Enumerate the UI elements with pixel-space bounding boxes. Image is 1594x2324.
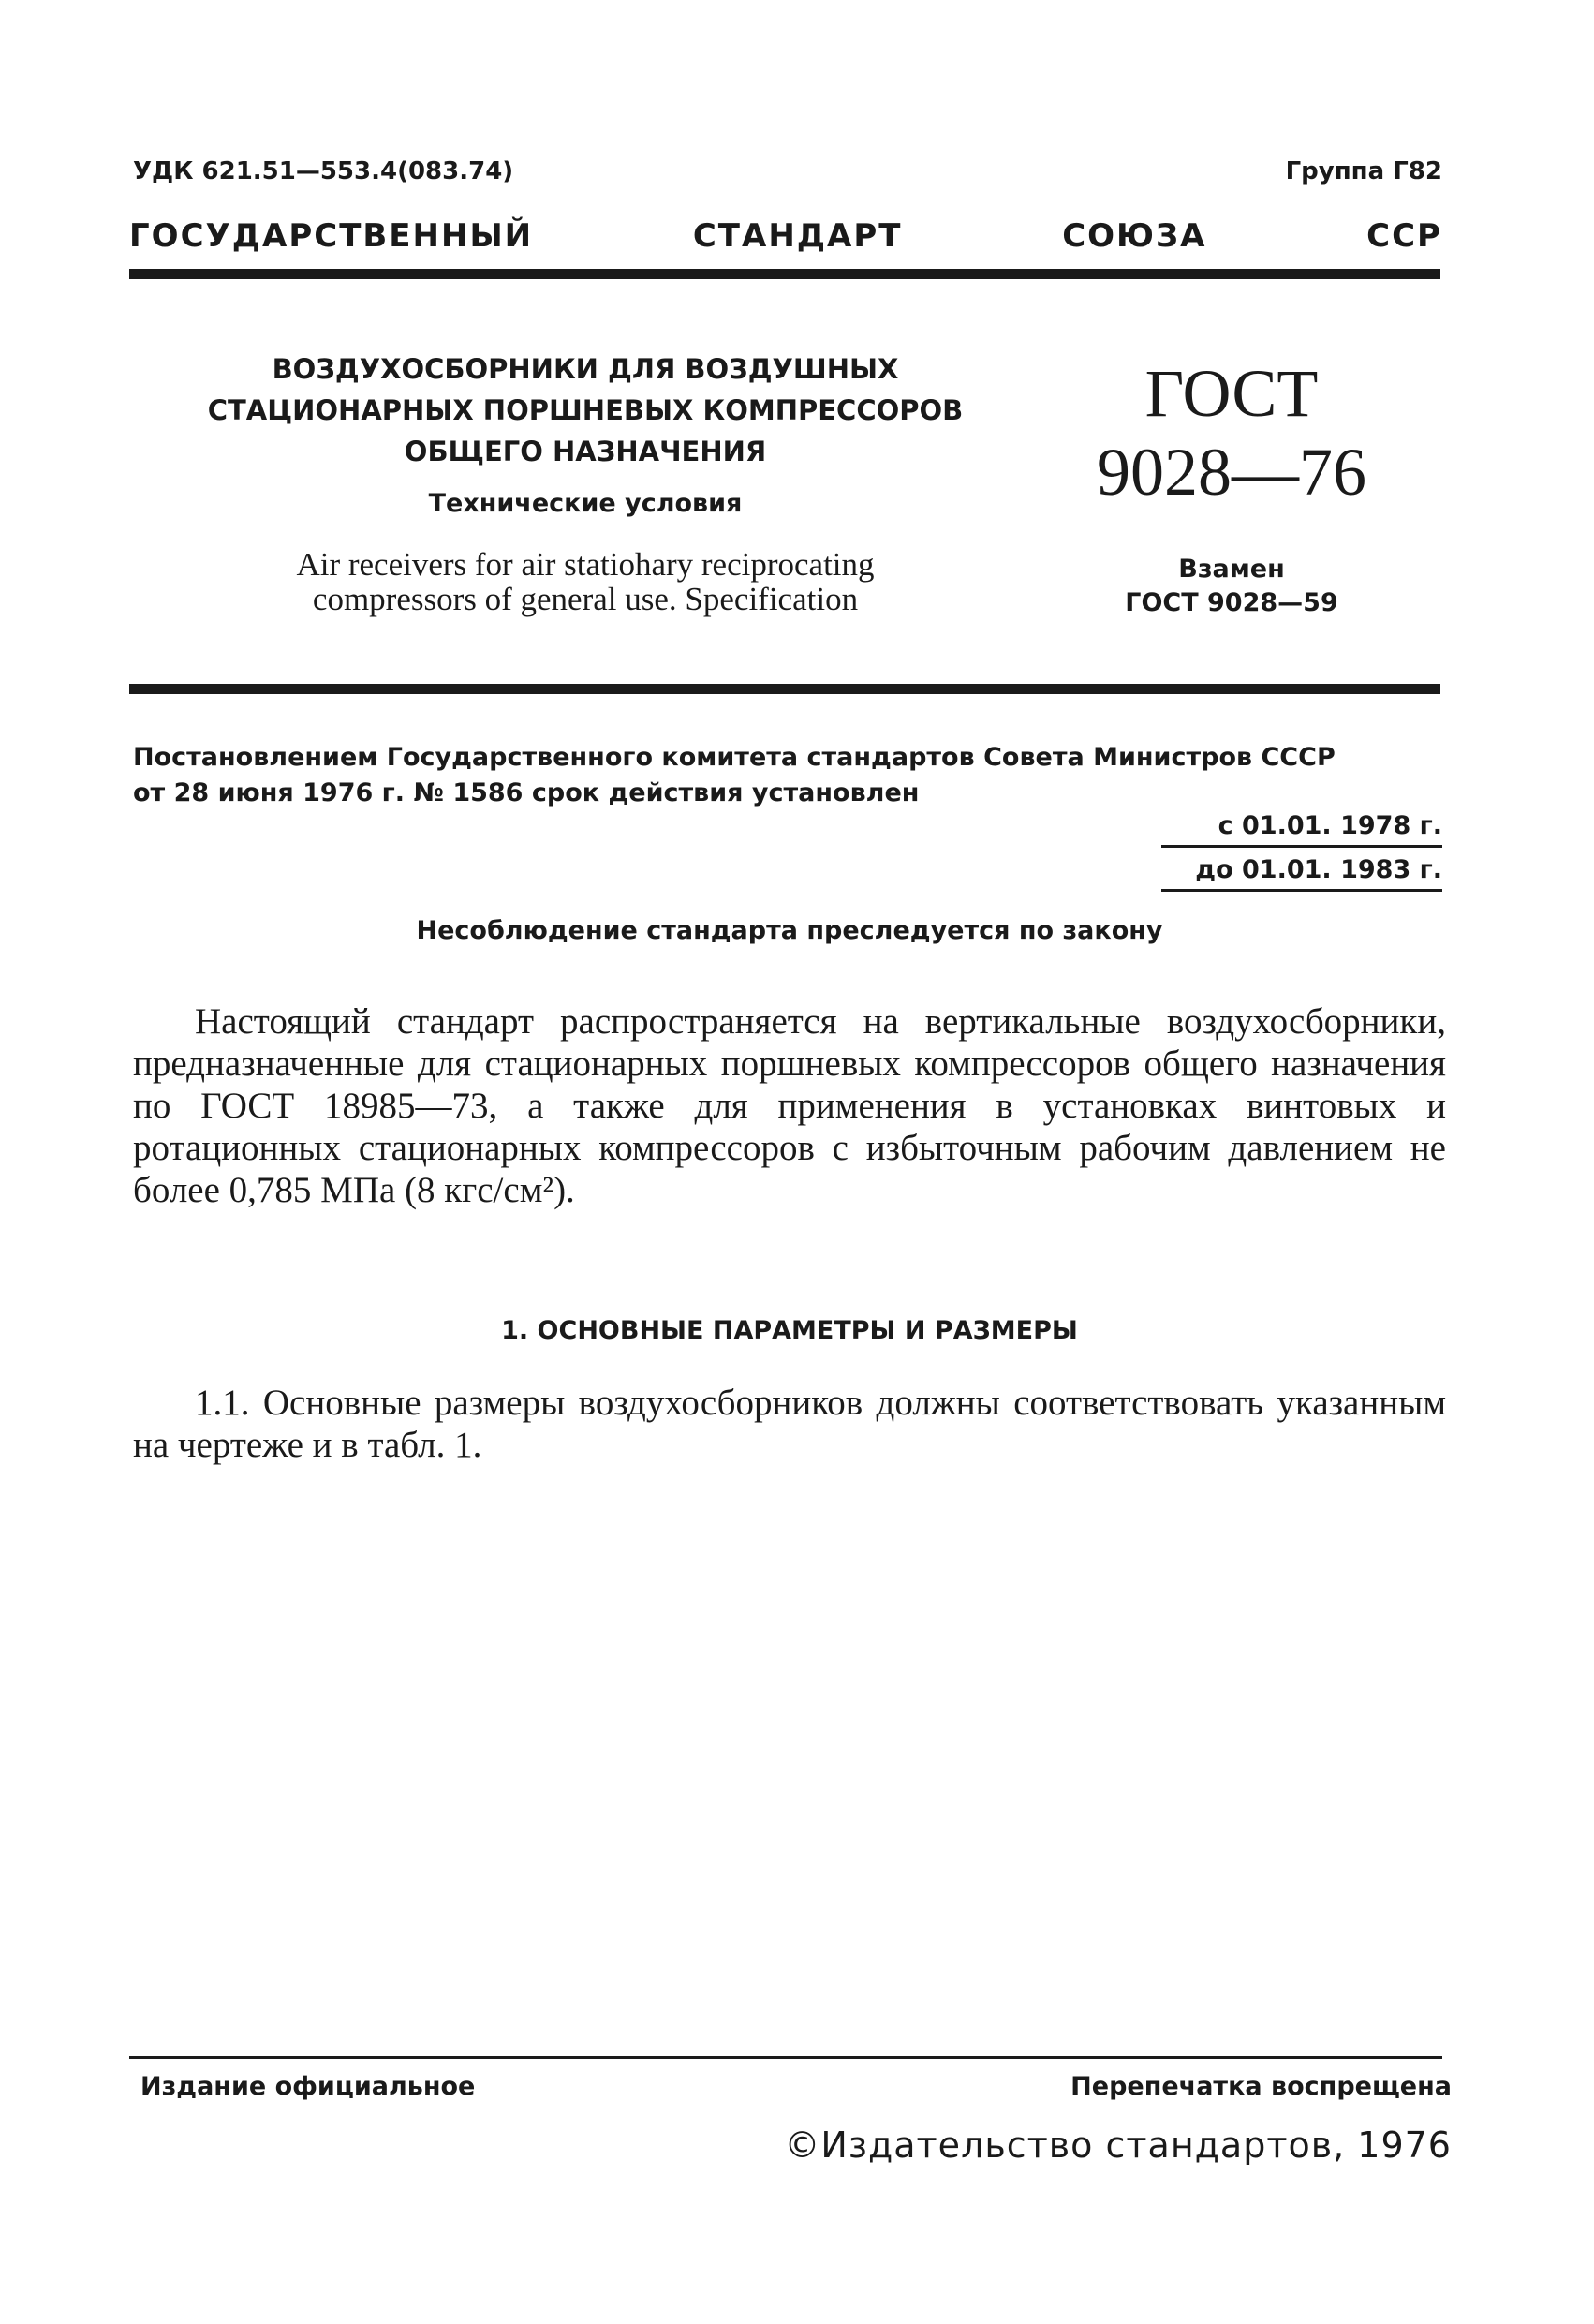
title-block-rule bbox=[129, 684, 1440, 694]
state-standard-word-4: ССР bbox=[1366, 217, 1442, 255]
legal-warning: Несоблюдение стандарта преследуется по закону bbox=[416, 916, 1163, 945]
document-title bbox=[173, 348, 997, 472]
english-title-line-2: compressors of general use. Specification bbox=[312, 581, 859, 617]
state-standard-banner bbox=[129, 217, 1442, 255]
validity-dates bbox=[1161, 807, 1442, 896]
state-standard-word-3: СОЮЗА bbox=[1062, 217, 1207, 255]
english-title bbox=[173, 547, 997, 616]
gost-number: 9028—76 bbox=[1097, 435, 1366, 510]
group-code: Группа Г82 bbox=[1285, 157, 1442, 185]
footer-rule bbox=[129, 2056, 1442, 2059]
header-rule bbox=[129, 269, 1440, 279]
valid-from-date: с 01.01. 1978 г. bbox=[1161, 807, 1442, 848]
gost-designation bbox=[1068, 354, 1395, 511]
title-line-2: СТАЦИОНАРНЫХ ПОРШНЕВЫХ КОМПРЕССОРОВ bbox=[207, 394, 964, 426]
copyright-notice: ©Издательство стандартов, 1976 bbox=[784, 2124, 1452, 2166]
replaces-label: Взамен bbox=[1178, 555, 1285, 584]
replaces-value: ГОСТ 9028—59 bbox=[1125, 588, 1338, 617]
decree-line-1: Постановлением Государственного комитета стандартов Совета Министров СССР bbox=[133, 743, 1336, 772]
document-subtitle: Технические условия bbox=[428, 489, 743, 518]
official-edition-note: Издание официальное bbox=[140, 2072, 476, 2101]
state-standard-word-2: СТАНДАРТ bbox=[692, 217, 903, 255]
decree-line-2: от 28 июня 1976 г. № 1586 срок действия установлен bbox=[133, 778, 920, 807]
decree-text bbox=[133, 740, 1454, 811]
udk-code: УДК 621.51—553.4(083.74) bbox=[133, 157, 514, 185]
title-line-3: ОБЩЕГО НАЗНАЧЕНИЯ bbox=[404, 436, 767, 467]
english-title-line-1: Air receivers for air statiohary reciprocating bbox=[296, 546, 875, 583]
valid-to-date: до 01.01. 1983 г. bbox=[1161, 851, 1442, 892]
reprint-prohibited-note: Перепечатка воспрещена bbox=[1070, 2072, 1452, 2101]
intro-paragraph: Настоящий стандарт распространяется на вертикальные воздухосборники, предназначенные для стационарных поршневых компрессоров общего назначения по ГОСТ 18985—73, а также для применения в установках винтовых и ротационных стационарных компрессоров с избыточным рабочим давлением не более 0,785 МПа (8 кгс/см²). bbox=[133, 1001, 1446, 1210]
paragraph-1-1: 1.1. Основные размеры воздухосборников должны соответствовать указанным на чертеже и в табл. 1. bbox=[133, 1383, 1446, 1465]
gost-label: ГОСТ bbox=[1144, 356, 1319, 431]
section-heading: 1. ОСНОВНЫЕ ПАРАМЕТРЫ И РАЗМЕРЫ bbox=[501, 1316, 1078, 1345]
title-line-1: ВОЗДУХОСБОРНИКИ ДЛЯ ВОЗДУШНЫХ bbox=[272, 353, 899, 385]
replaces-block bbox=[1068, 553, 1395, 620]
state-standard-word-1: ГОСУДАРСТВЕННЫЙ bbox=[129, 217, 534, 255]
